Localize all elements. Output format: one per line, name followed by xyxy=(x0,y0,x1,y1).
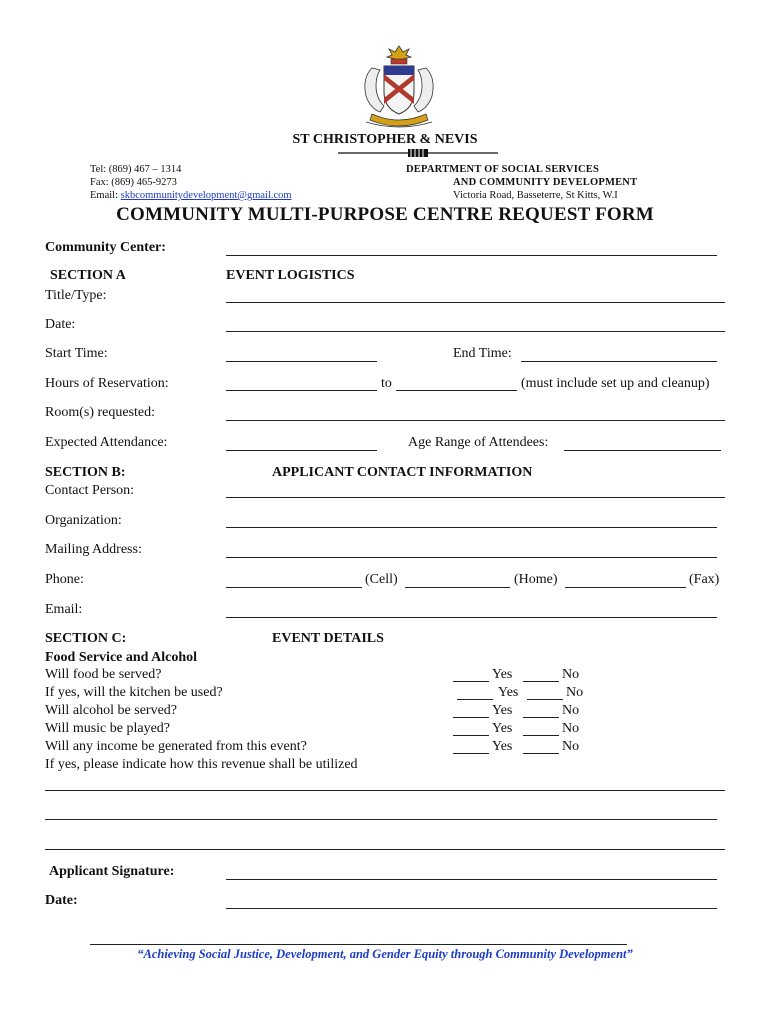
music-yes-blank[interactable] xyxy=(453,735,489,736)
revenue-line-1[interactable] xyxy=(45,790,725,791)
setup-cleanup-note: (must include set up and cleanup) xyxy=(521,376,710,391)
department-address: Victoria Road, Basseterre, St Kitts, W.I xyxy=(453,190,618,201)
rooms-requested-field[interactable] xyxy=(226,420,725,421)
title-type-field[interactable] xyxy=(226,302,725,303)
income-no-blank[interactable] xyxy=(523,753,559,754)
no-label: No xyxy=(562,667,580,682)
department-line-1: DEPARTMENT OF SOCIAL SERVICES xyxy=(406,164,600,175)
no-label: No xyxy=(566,685,584,700)
alcohol-yes-blank[interactable] xyxy=(453,717,489,718)
title-type-label: Title/Type: xyxy=(45,288,107,303)
phone-cell-field[interactable] xyxy=(226,587,362,588)
contact-person-field[interactable] xyxy=(226,497,725,498)
email-field[interactable] xyxy=(226,617,717,618)
organization-field[interactable] xyxy=(226,527,717,528)
decorative-divider xyxy=(338,147,498,159)
section-b-heading: APPLICANT CONTACT INFORMATION xyxy=(272,465,533,480)
food-no-blank[interactable] xyxy=(523,681,559,682)
alcohol-no-blank[interactable] xyxy=(523,717,559,718)
yes-label: Yes xyxy=(498,685,519,700)
email-field-label: Email: xyxy=(45,602,83,617)
hours-of-reservation-label: Hours of Reservation: xyxy=(45,376,169,391)
email-link[interactable]: skbcommunitydevelopment@gmail.com xyxy=(120,190,292,201)
start-time-field[interactable] xyxy=(226,361,377,362)
fax-label: (Fax) xyxy=(689,572,720,587)
expected-attendance-field[interactable] xyxy=(226,450,377,451)
music-no-blank[interactable] xyxy=(523,735,559,736)
cell-label: (Cell) xyxy=(365,572,398,587)
contact-person-label: Contact Person: xyxy=(45,483,135,498)
footer-motto: “Achieving Social Justice, Development, and Gender Equity through Community Development” xyxy=(137,947,633,961)
yes-label: Yes xyxy=(492,739,513,754)
question-income-generated: Will any income be generated from this event? xyxy=(45,739,307,754)
applicant-signature-label: Applicant Signature: xyxy=(49,864,175,879)
end-time-field[interactable] xyxy=(521,361,717,362)
to-label: to xyxy=(381,376,392,391)
fax-number: Fax: (869) 465-9273 xyxy=(90,177,177,188)
phone-home-field[interactable] xyxy=(405,587,510,588)
income-yes-blank[interactable] xyxy=(453,753,489,754)
hours-to-field[interactable] xyxy=(396,390,517,391)
phone-label: Phone: xyxy=(45,572,84,587)
start-time-label: Start Time: xyxy=(45,346,108,361)
section-c-label: SECTION C: xyxy=(45,631,127,646)
coat-of-arms-seal xyxy=(358,42,440,134)
home-label: (Home) xyxy=(514,572,558,587)
question-revenue-utilized: If yes, please indicate how this revenue shall be utilized xyxy=(45,757,358,772)
no-label: No xyxy=(562,721,580,736)
phone-fax-field[interactable] xyxy=(565,587,686,588)
yes-label: Yes xyxy=(492,703,513,718)
country-name: ST CHRISTOPHER & NEVIS xyxy=(292,132,478,147)
question-food-served: Will food be served? xyxy=(45,667,162,682)
email-line xyxy=(90,190,292,201)
tel-number: Tel: (869) 467 – 1314 xyxy=(90,164,182,175)
date-field[interactable] xyxy=(226,331,725,332)
mailing-address-field[interactable] xyxy=(226,557,717,558)
yes-label: Yes xyxy=(492,667,513,682)
age-range-field[interactable] xyxy=(564,450,721,451)
question-music-played: Will music be played? xyxy=(45,721,171,736)
age-range-label: Age Range of Attendees: xyxy=(408,435,549,450)
rooms-requested-label: Room(s) requested: xyxy=(45,405,156,420)
signature-date-field[interactable] xyxy=(226,908,717,909)
section-b-label: SECTION B: xyxy=(45,465,126,480)
section-a-heading: EVENT LOGISTICS xyxy=(226,268,355,283)
email-label: Email: xyxy=(90,190,121,201)
kitchen-no-blank[interactable] xyxy=(527,699,563,700)
signature-date-label: Date: xyxy=(45,893,78,908)
community-center-label: Community Center: xyxy=(45,240,166,255)
no-label: No xyxy=(562,739,580,754)
revenue-line-3[interactable] xyxy=(45,849,725,850)
community-center-field[interactable] xyxy=(226,255,717,256)
food-alcohol-subheading: Food Service and Alcohol xyxy=(45,650,198,665)
section-c-heading: EVENT DETAILS xyxy=(272,631,384,646)
expected-attendance-label: Expected Attendance: xyxy=(45,435,168,450)
mailing-address-label: Mailing Address: xyxy=(45,542,142,557)
applicant-signature-field[interactable] xyxy=(226,879,717,880)
footer-rule xyxy=(90,944,627,945)
kitchen-yes-blank[interactable] xyxy=(457,699,493,700)
section-a-label: SECTION A xyxy=(50,268,126,283)
date-label: Date: xyxy=(45,317,76,332)
department-line-2: AND COMMUNITY DEVELOPMENT xyxy=(453,177,638,188)
end-time-label: End Time: xyxy=(453,346,512,361)
question-kitchen-used: If yes, will the kitchen be used? xyxy=(45,685,223,700)
yes-label: Yes xyxy=(492,721,513,736)
revenue-line-2[interactable] xyxy=(45,819,717,820)
hours-from-field[interactable] xyxy=(226,390,377,391)
question-alcohol-served: Will alcohol be served? xyxy=(45,703,177,718)
food-yes-blank[interactable] xyxy=(453,681,489,682)
no-label: No xyxy=(562,703,580,718)
form-title: COMMUNITY MULTI-PURPOSE CENTRE REQUEST FORM xyxy=(116,204,654,225)
organization-label: Organization: xyxy=(45,513,122,528)
